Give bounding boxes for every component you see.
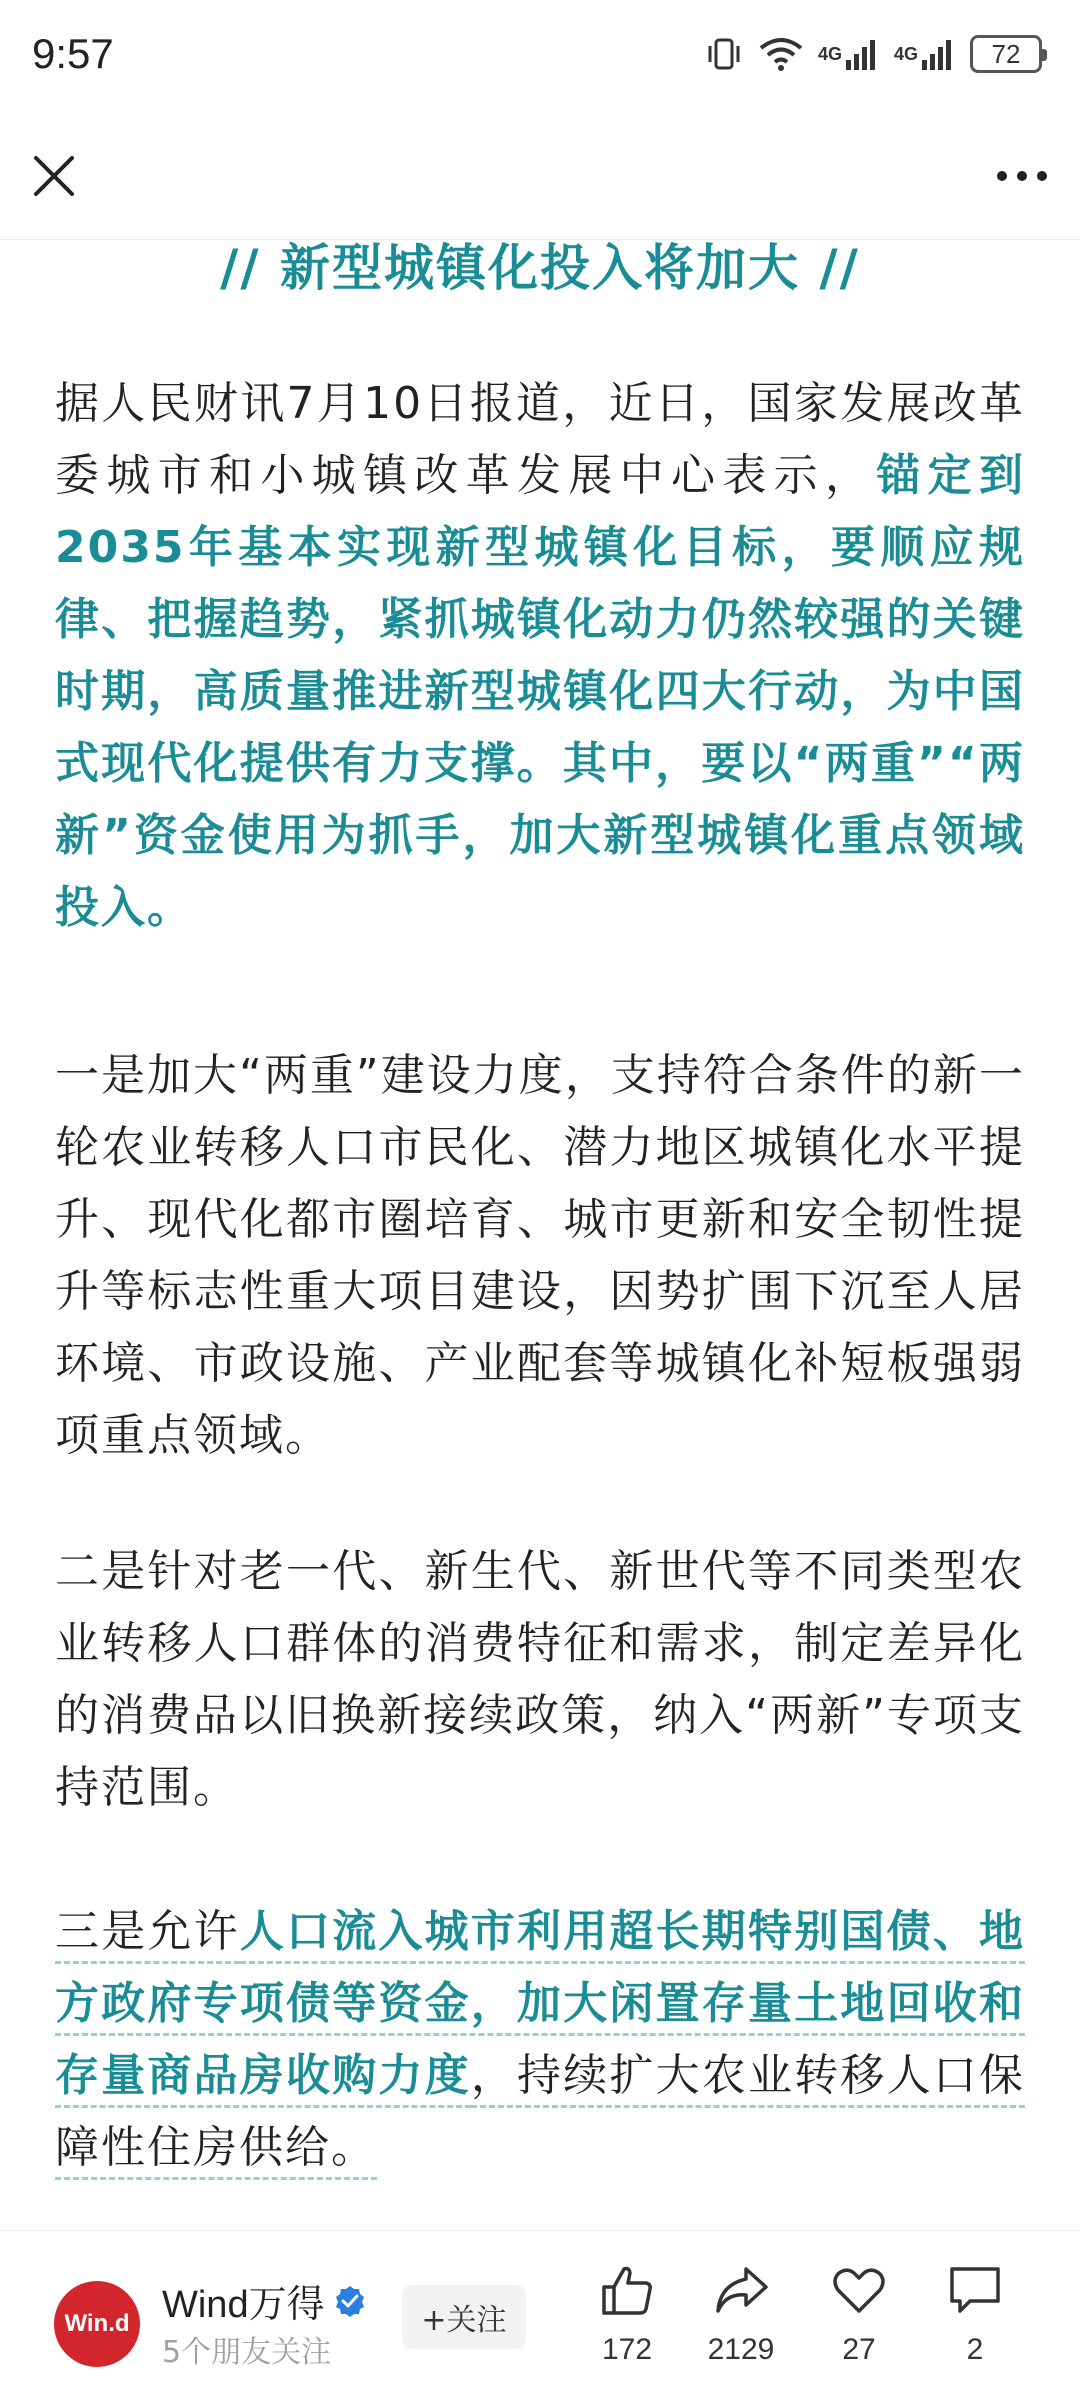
- battery-icon: [970, 35, 1042, 73]
- follower-note: 5个朋友关注: [162, 2335, 332, 2370]
- paragraph-4-highlight[interactable]: 人口流入城市利用超长期特别国债、地方政府专项债等资金，加大闲置存量土地回收和存量商品房收购力度: [55, 1906, 1025, 2108]
- favorite-button[interactable]: [804, 2261, 914, 2367]
- author-name-text: Wind万得: [162, 2284, 325, 2326]
- follow-button[interactable]: +关注: [402, 2285, 526, 2349]
- comment-button[interactable]: [920, 2261, 1030, 2367]
- paragraph-4: [55, 1896, 1025, 2184]
- favorite-count: 27: [842, 2333, 876, 2366]
- signal-icon-1: [818, 32, 880, 76]
- thumbs-up-icon: [598, 2261, 656, 2319]
- comment-count: 2: [966, 2333, 984, 2366]
- paragraph-4-text-2: ，持续扩大农业转移人口保障性住房供给。: [55, 2050, 1025, 2180]
- share-icon: [712, 2261, 770, 2319]
- like-count: 172: [601, 2333, 653, 2366]
- more-icon[interactable]: [992, 150, 1052, 202]
- paragraph-4-text-1: 三是允许: [55, 1906, 240, 1964]
- article-body: [0, 240, 1080, 2230]
- paragraph-2: 一是加大“两重”建设力度，支持符合条件的新一轮农业转移人口市民化、潜力地区城镇化水平提升、现代化都市圈培育、城市更新和安全韧性提升等标志性重大项目建设，因势扩围下沉至人居环境、市政设施、产业配套等城镇化补短板强弱项重点领域。: [55, 1050, 1025, 1461]
- status-icons: [704, 30, 1042, 78]
- avatar[interactable]: [54, 2281, 140, 2367]
- battery-level: 72: [991, 38, 1021, 69]
- author-name[interactable]: [162, 2273, 367, 2328]
- signal-icon-2: [894, 32, 956, 76]
- share-button[interactable]: [686, 2261, 796, 2367]
- paragraph-1-highlight: 锚定到2035年基本实现新型城镇化目标，要顺应规律、把握趋势，紧抓城镇化动力仍然较强的关键时期，高质量推进新型城镇化四大行动，为中国式现代化提供有力支撑。其中，要以“两重”“两新”资金使用为抓手，加大新型城镇化重点领域投入。: [55, 450, 1026, 933]
- status-time: 9:57: [32, 30, 114, 77]
- wifi-icon: [758, 32, 804, 76]
- close-icon[interactable]: [28, 150, 80, 202]
- like-button[interactable]: [572, 2261, 682, 2367]
- network-type-2: 4G: [893, 43, 918, 64]
- heart-icon: [830, 2261, 888, 2319]
- verified-icon: [333, 2284, 367, 2318]
- network-type-1: 4G: [817, 43, 842, 64]
- paragraph-1-text: 据人民财讯7月10日报道，近日，国家发展改革委城市和小城镇改革发展中心表示，: [55, 378, 1025, 501]
- status-bar: [0, 0, 1080, 110]
- bottom-bar: [0, 2230, 1080, 2400]
- paragraph-3: 二是针对老一代、新生代、新世代等不同类型农业转移人口群体的消费特征和需求，制定差异化的消费品以旧换新接续政策，纳入“两新”专项支持范围。: [55, 1546, 1025, 1813]
- avatar-logo-text: Win.d: [64, 2310, 130, 2337]
- share-count: 2129: [707, 2333, 775, 2366]
- section-heading: // 新型城镇化投入将加大 //: [220, 240, 860, 297]
- vibrate-icon: [704, 32, 744, 76]
- paragraph-1: [55, 368, 1025, 944]
- nav-bar: [0, 110, 1080, 240]
- comment-icon: [946, 2261, 1004, 2319]
